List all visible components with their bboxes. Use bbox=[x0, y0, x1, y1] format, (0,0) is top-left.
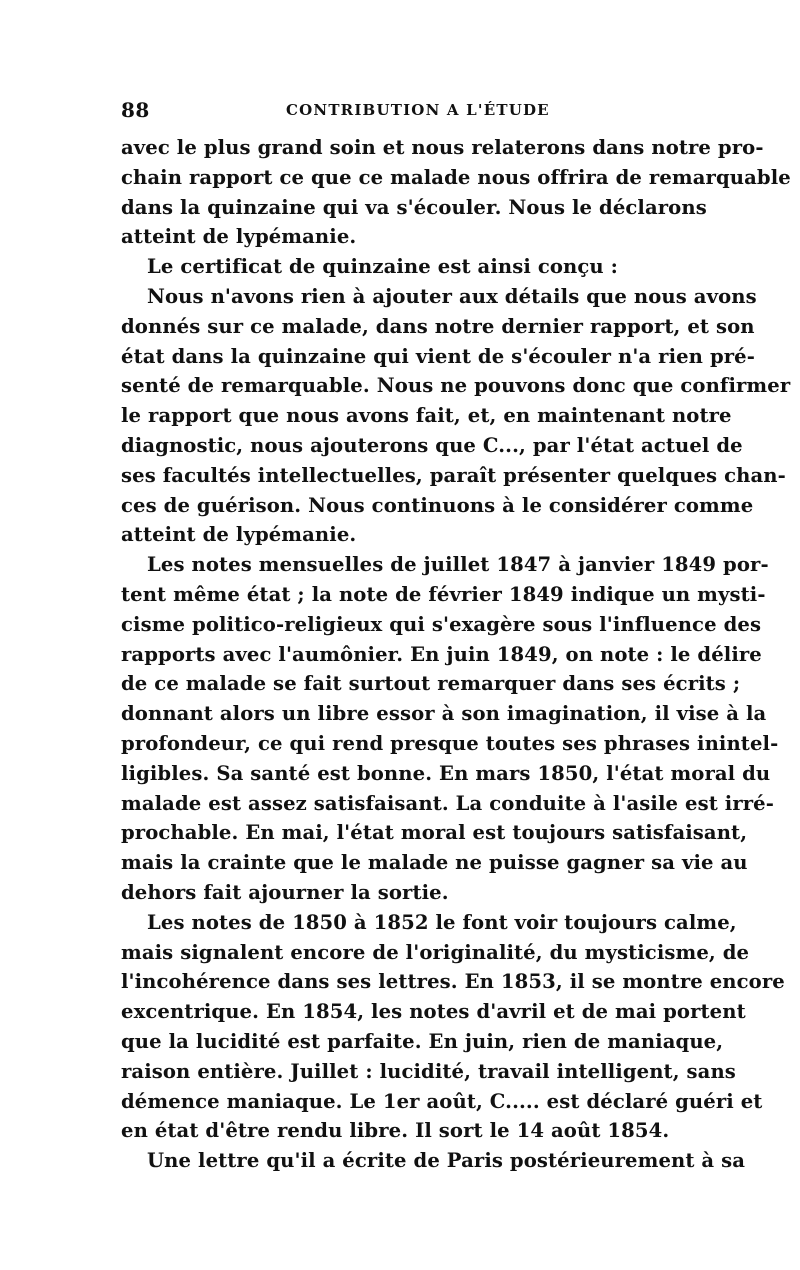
text-line: Les notes de 1850 à 1852 le font voir toujours calme, bbox=[147, 910, 737, 934]
page-header bbox=[121, 98, 679, 128]
running-head: CONTRIBUTION A L'ÉTUDE bbox=[286, 101, 550, 119]
text-line: que la lucidité est parfaite. En juin, rien de maniaque, bbox=[121, 1029, 724, 1053]
text-line: malade est assez satisfaisant. La conduite à l'asile est irré- bbox=[121, 791, 774, 815]
text-line: tent même état ; la note de février 1849 indique un mysti- bbox=[121, 582, 766, 606]
text-line: de ce malade se fait surtout remarquer dans ses écrits ; bbox=[121, 672, 741, 696]
text-line: excentrique. En 1854, les notes d'avril et de mai portent bbox=[121, 1000, 746, 1024]
page-number: 88 bbox=[121, 98, 150, 122]
text-line: Les notes mensuelles de juillet 1847 à janvier 1849 por- bbox=[147, 553, 769, 577]
text-line: profondeur, ce qui rend presque toutes ses phrases inintel- bbox=[121, 731, 779, 755]
text-line: ses facultés intellectuelles, paraît présenter quelques chan- bbox=[121, 463, 786, 487]
text-line: avec le plus grand soin et nous relaterons dans notre pro- bbox=[121, 136, 764, 159]
body-text bbox=[121, 133, 791, 1176]
text-line: mais signalent encore de l'originalité, du mysticisme, de bbox=[121, 940, 750, 964]
text-line: Nous n'avons rien à ajouter aux détails que nous avons bbox=[147, 284, 757, 308]
text-line: donnant alors un libre essor à son imagination, il vise à la bbox=[121, 702, 767, 726]
text-line: dans la quinzaine qui va s'écouler. Nous le déclarons bbox=[121, 195, 707, 219]
text-line: en état d'être rendu libre. Il sort le 14 août 1854. bbox=[121, 1119, 670, 1143]
text-line: mais la crainte que le malade ne puisse gagner sa vie au bbox=[121, 851, 748, 875]
text-line: l'incohérence dans ses lettres. En 1853, il se montre encore bbox=[121, 970, 785, 994]
text-line: prochable. En mai, l'état moral est toujours satisfaisant, bbox=[121, 821, 748, 845]
text-line: dehors fait ajourner la sortie. bbox=[121, 880, 449, 904]
text-line: atteint de lypémanie. bbox=[121, 225, 357, 249]
text-line: diagnostic, nous ajouterons que C..., par l'état actuel de bbox=[121, 433, 743, 457]
text-line: Le certificat de quinzaine est ainsi conçu : bbox=[147, 255, 618, 279]
text-line: ligibles. Sa santé est bonne. En mars 1850, l'état moral du bbox=[121, 761, 771, 785]
text-line: le rapport que nous avons fait, et, en maintenant notre bbox=[121, 404, 732, 428]
text-line: démence maniaque. Le 1er août, C..... est déclaré guéri et bbox=[121, 1089, 763, 1113]
text-line: atteint de lypémanie. bbox=[121, 523, 357, 547]
text-line: senté de remarquable. Nous ne pouvons donc que confirmer bbox=[121, 374, 791, 398]
text-line: chain rapport ce que ce malade nous offrira de remarquable bbox=[121, 165, 791, 189]
text-line: état dans la quinzaine qui vient de s'écouler n'a rien pré- bbox=[121, 344, 755, 368]
text-line: rapports avec l'aumônier. En juin 1849, on note : le délire bbox=[121, 642, 762, 666]
text-line: ces de guérison. Nous continuons à le considérer comme bbox=[121, 493, 754, 517]
text-line: Une lettre qu'il a écrite de Paris postérieurement à sa bbox=[147, 1149, 746, 1173]
text-line: raison entière. Juillet : lucidité, travail intelligent, sans bbox=[121, 1059, 736, 1083]
text-line: cisme politico-religieux qui s'exagère sous l'influence des bbox=[121, 612, 762, 636]
text-line: donnés sur ce malade, dans notre dernier rapport, et son bbox=[121, 314, 755, 338]
